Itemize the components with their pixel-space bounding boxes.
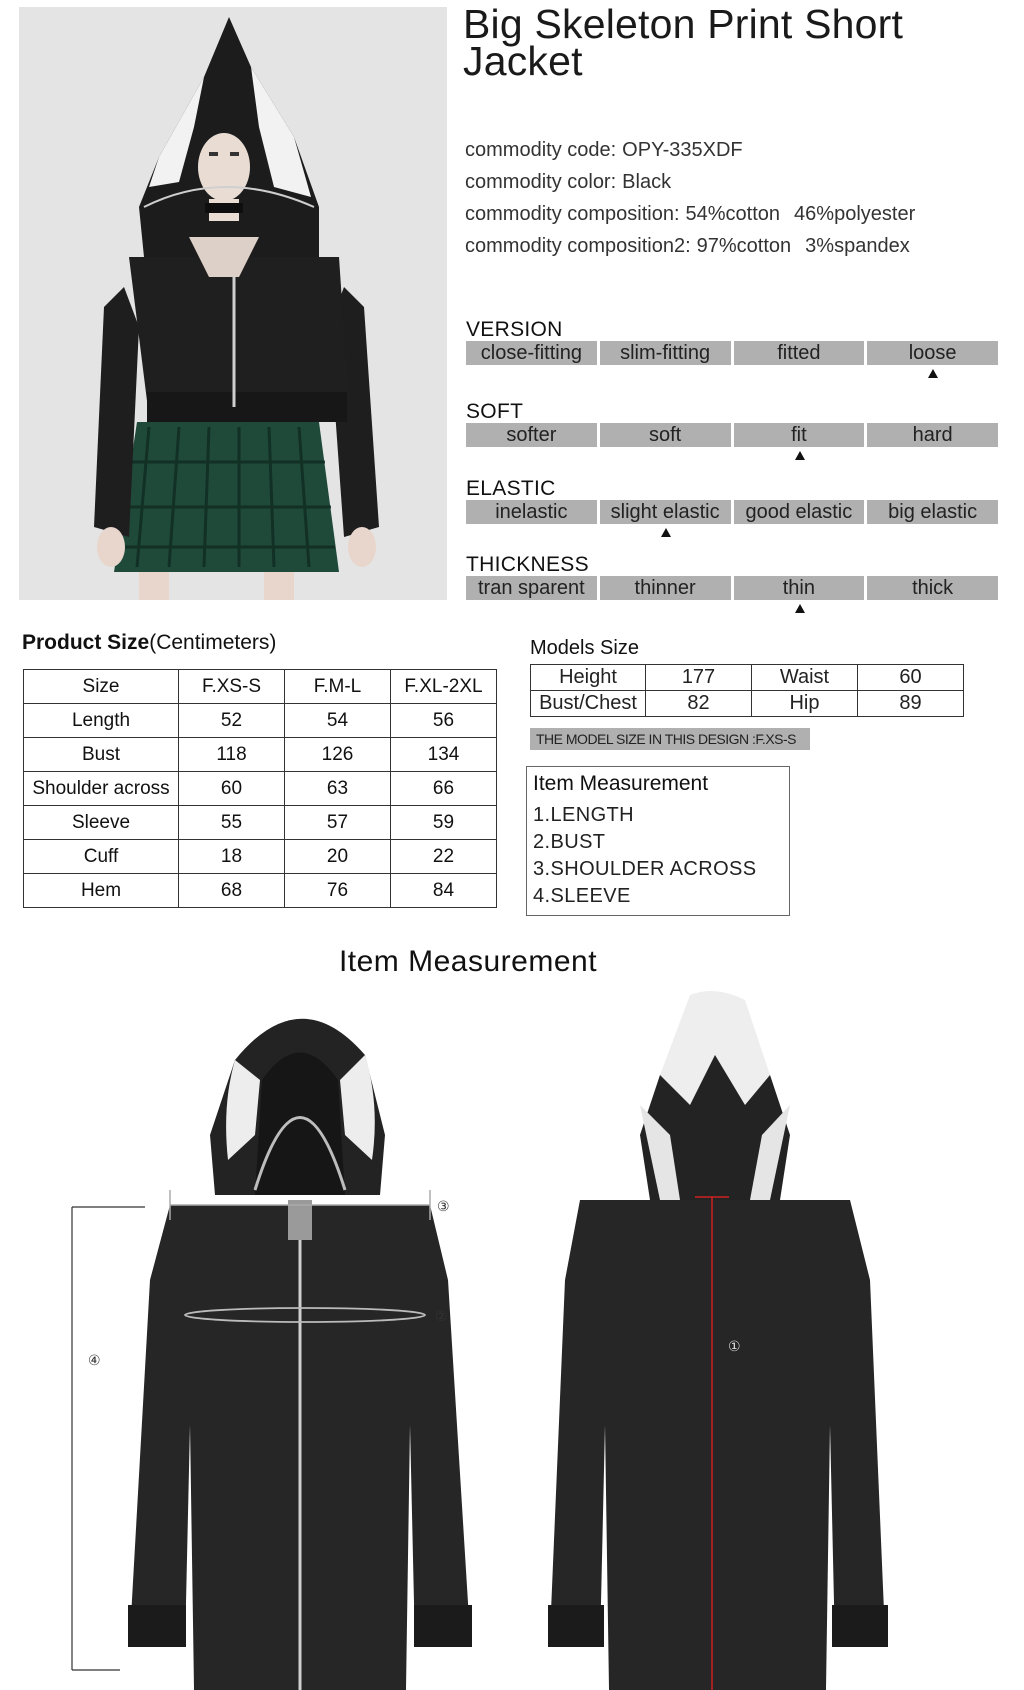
table-cell: 60 [179,772,285,806]
table-cell: 18 [179,840,285,874]
spec-label: commodity composition2: [465,235,691,257]
table-cell: 76 [285,874,391,908]
table-cell: 118 [179,738,285,772]
product-title: Big Skeleton Print Short Jacket [463,1,904,84]
table-cell: 89 [858,691,964,717]
table-cell: Sleeve [24,806,179,840]
spec-value: 97%cotton [696,235,792,257]
scale-option: loose [867,341,998,365]
scale-option: thinner [600,576,731,600]
callout-length: ① [728,1339,741,1355]
callout-bust: ② [435,1309,448,1325]
scale-title: ELASTIC [466,477,556,500]
table-cell: Height [531,665,646,691]
table-cell: 22 [391,840,497,874]
table-header-cell: F.M-L [285,670,391,704]
scale-bar [466,576,998,600]
jacket-back-illustration [548,991,888,1690]
models-size-table [530,664,964,717]
table-cell: 84 [391,874,497,908]
product-size-unit: (Centimeters) [149,631,277,654]
table-row [24,738,497,772]
legend-item: 3.SHOULDER ACROSS [533,858,757,880]
legend-item: 4.SLEEVE [533,885,631,907]
table-cell: 134 [391,738,497,772]
product-size-heading [22,631,276,655]
spec-row-composition [465,203,1005,235]
scale-bar [466,423,998,447]
table-cell: Bust [24,738,179,772]
table-cell: 54 [285,704,391,738]
scale-option: slim-fitting [600,341,731,365]
table-cell: 52 [179,704,285,738]
legend-item: 2.BUST [533,831,606,853]
table-row [24,704,497,738]
table-row [531,665,964,691]
table-row [24,874,497,908]
scale-elastic [466,477,998,524]
scale-option: fitted [734,341,865,365]
jacket-front-illustration [128,1019,472,1690]
table-header-cell: F.XL-2XL [391,670,497,704]
table-row [24,772,497,806]
spec-value-2: 3%spandex [805,235,910,257]
models-size-heading: Models Size [530,637,639,659]
spec-label: commodity code: [465,139,617,161]
table-cell: 20 [285,840,391,874]
table-header-cell: F.XS-S [179,670,285,704]
table-cell: 55 [179,806,285,840]
table-cell: Hip [752,691,858,717]
table-cell: Bust/Chest [531,691,646,717]
scale-soft [466,400,998,447]
scale-option: softer [466,423,597,447]
table-cell: Shoulder across [24,772,179,806]
scale-title: SOFT [466,400,524,423]
spec-value: 54%cotton [685,203,781,225]
scale-option: thick [867,576,998,600]
scale-marker-icon [795,604,805,613]
scale-option: big elastic [867,500,998,524]
table-cell: Cuff [24,840,179,874]
measurement-diagram [0,985,1024,1690]
scale-option: close-fitting [466,341,597,365]
table-cell: 57 [285,806,391,840]
callout-shoulder: ③ [437,1199,450,1215]
scale-thickness [466,553,998,600]
spec-list [465,139,1005,267]
table-cell: 59 [391,806,497,840]
scale-option: slight elastic [600,500,731,524]
scale-marker-icon [928,369,938,378]
table-row [531,691,964,717]
scale-option: soft [600,423,731,447]
item-measurement-heading [0,945,1024,979]
table-cell: 126 [285,738,391,772]
model-size-note: THE MODEL SIZE IN THIS DESIGN :F.XS-S [530,728,810,750]
scale-option: hard [867,423,998,447]
table-cell: Length [24,704,179,738]
item-measurement-legend [526,766,790,916]
table-cell: Waist [752,665,858,691]
spec-row-color [465,171,1005,203]
product-size-table [23,669,497,908]
table-cell: 56 [391,704,497,738]
scale-marker-icon [795,451,805,460]
scale-version [466,318,998,365]
scale-marker-icon [661,528,671,537]
scale-title: THICKNESS [466,553,589,576]
table-header-cell: Size [24,670,179,704]
table-row [24,806,497,840]
product-size-title: Product Size [22,631,150,654]
table-header-row [24,670,497,704]
legend-item: 1.LENGTH [533,804,635,826]
scale-option: good elastic [734,500,865,524]
spec-row-code [465,139,1005,171]
diagram-heading: Item Measurement [338,945,598,978]
spec-value-2: 46%polyester [794,203,916,225]
callout-sleeve: ④ [88,1353,101,1369]
table-cell: 63 [285,772,391,806]
scale-bar [466,341,998,365]
table-row [24,840,497,874]
scale-option: fit [734,423,865,447]
scale-title: VERSION [466,318,563,341]
model-photo [19,7,447,600]
table-cell: 177 [646,665,752,691]
legend-title: Item Measurement [533,772,709,795]
spec-value: OPY-335XDF [622,139,743,161]
table-cell: 60 [858,665,964,691]
spec-value: Black [622,171,672,193]
spec-label: commodity color: [465,171,617,193]
table-cell: 82 [646,691,752,717]
scale-option: thin [734,576,865,600]
table-cell: 66 [391,772,497,806]
spec-label: commodity composition: [465,203,680,225]
spec-row-composition2 [465,235,1005,267]
scale-bar [466,500,998,524]
scale-option: tran sparent [466,576,597,600]
scale-option: inelastic [466,500,597,524]
table-cell: Hem [24,874,179,908]
table-cell: 68 [179,874,285,908]
